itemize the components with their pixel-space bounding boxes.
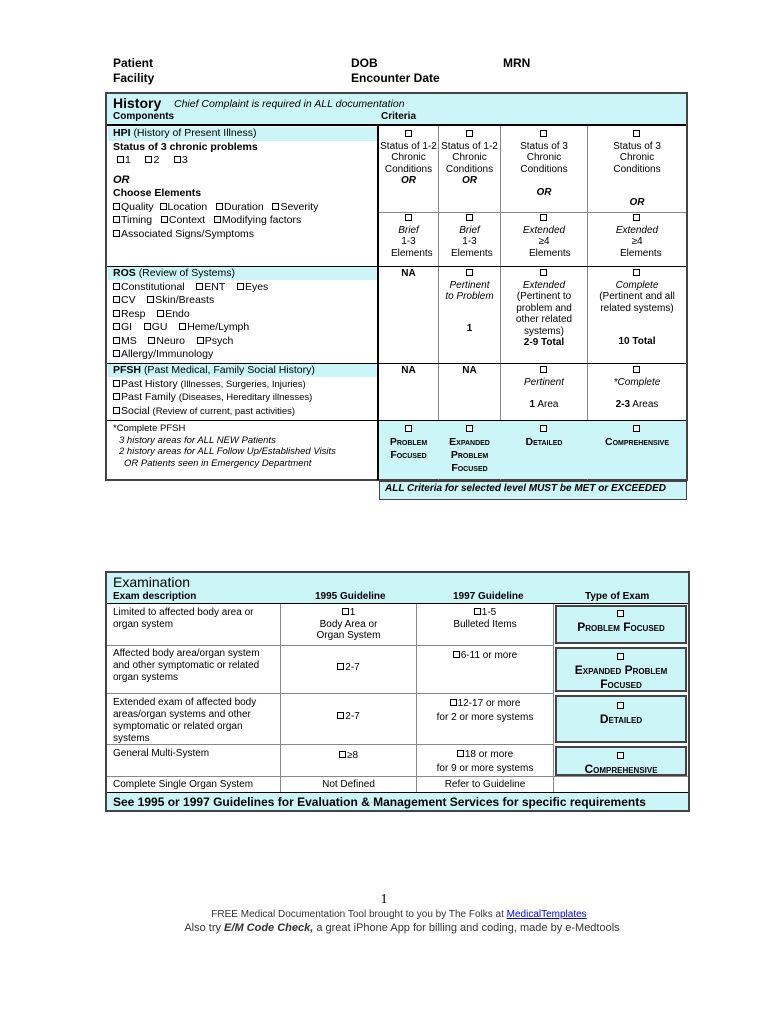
exam-row2-1995: 2-7: [281, 662, 416, 674]
exam-row4-desc: General Multi-System: [113, 748, 210, 759]
exam-row5-1997: Refer to Guideline: [444, 779, 526, 790]
exam-row1-1995: 1 Body Area or Organ System: [316, 607, 381, 641]
checkbox-icon[interactable]: [540, 214, 547, 221]
hpi-components: HPI (History of Present Illness) Status of 3 chronic problems 1 2 3 OR Choose Elements Quality Location Duration Severity Timing Context Modifying factors Associated Signs/Symptoms: [113, 127, 319, 240]
checkbox-icon[interactable]: [113, 350, 120, 357]
components-heading: Components: [113, 111, 175, 122]
checkbox-icon[interactable]: [113, 337, 120, 344]
checkbox-icon[interactable]: [617, 653, 624, 660]
exam-row5-1995: Not Defined: [322, 779, 375, 790]
page-number: 1: [380, 892, 388, 907]
checkbox-icon[interactable]: [337, 663, 344, 670]
exam-type-expanded-problem-focused[interactable]: Expanded Problem Focused: [557, 649, 685, 691]
ros-col1: NA: [401, 268, 416, 279]
checkbox-icon[interactable]: [617, 610, 624, 617]
history-level-detailed[interactable]: Detailed: [501, 423, 587, 479]
checkbox-icon[interactable]: [237, 283, 244, 290]
checkbox-icon[interactable]: [144, 323, 151, 330]
exam-type-comprehensive[interactable]: Comprehensive: [557, 748, 685, 776]
checkbox-icon[interactable]: [113, 283, 120, 290]
checkbox-icon[interactable]: [540, 366, 547, 373]
checkbox-icon[interactable]: [633, 269, 640, 276]
checkbox-icon[interactable]: [145, 156, 152, 163]
dob-label: DOB: [351, 56, 378, 70]
exam-row1-1997: 1-5 Bulleted Items: [453, 607, 517, 630]
exam-row4-1997: 18 or more for 9 or more systems: [436, 749, 534, 774]
exam-row2-desc: Affected body area/organ system and other symptomatic or related organ systems: [113, 648, 260, 683]
checkbox-icon[interactable]: [633, 214, 640, 221]
checkbox-icon[interactable]: [617, 752, 624, 759]
checkbox-icon[interactable]: [196, 283, 203, 290]
ros-components: ROS (Review of Systems) Constitutional ENT Eyes CV Skin/Breasts Resp Endo GI GU Heme/Lymph MS Neuro Psych Allergy/Immunology: [113, 267, 269, 360]
checkbox-icon[interactable]: [113, 216, 120, 223]
pfsh-note: *Complete PFSH 3 history areas for ALL NEW Patients 2 history areas for ALL Follow Up/Established Visits OR Patients seen in Emergency Department: [113, 423, 336, 469]
history-level-comprehensive[interactable]: Comprehensive: [588, 423, 686, 479]
hpi-col2-top: Status of 1-2 Chronic Conditions OR: [439, 129, 500, 212]
checkbox-icon[interactable]: [117, 156, 124, 163]
exam-row4-1995: ≥8: [281, 750, 416, 762]
hpi-col4-top: Status of 3 Chronic Conditions OR: [588, 129, 686, 212]
checkbox-icon[interactable]: [466, 130, 473, 137]
checkbox-icon[interactable]: [272, 203, 279, 210]
pfsh-components: PFSH (Past Medical, Family Social History) Past History (Illnesses, Surgeries, Injuries) Past Family (Diseases, Hereditary illnesses) Social (Review of current, past activities): [113, 364, 315, 417]
exam-type-heading: Type of Exam: [585, 591, 650, 602]
checkbox-icon[interactable]: [339, 751, 346, 758]
checkbox-icon[interactable]: [161, 216, 168, 223]
pfsh-col3: Pertinent 1 Area: [501, 365, 587, 419]
exam-row1-desc: Limited to affected body area or organ system: [113, 607, 254, 630]
checkbox-icon[interactable]: [113, 296, 120, 303]
checkbox-icon[interactable]: [197, 337, 204, 344]
exam-row3-desc: Extended exam of affected body areas/organ systems and other symptomatic or related organ systems: [113, 697, 257, 744]
ros-col4: Complete (Pertinent and all related systems) 10 Total: [588, 268, 686, 362]
hpi-col4-bottom: Extended ≥4 Elements: [588, 213, 686, 266]
exam-type-detailed[interactable]: Detailed: [557, 698, 685, 726]
criteria-heading: Criteria: [381, 111, 417, 122]
checkbox-icon[interactable]: [405, 214, 412, 221]
checkbox-icon[interactable]: [466, 425, 473, 432]
checkbox-icon[interactable]: [214, 216, 221, 223]
checkbox-icon[interactable]: [405, 425, 412, 432]
patient-label: Patient: [113, 56, 154, 70]
checkbox-icon[interactable]: [450, 699, 457, 706]
checkbox-icon[interactable]: [633, 366, 640, 373]
exam-row3-1995: 2-7: [281, 711, 416, 723]
history-level-problem-focused[interactable]: Problem Focused: [379, 423, 438, 479]
checkbox-icon[interactable]: [474, 608, 481, 615]
footer-line-1: FREE Medical Documentation Tool brought to you by The Folks at MedicalTemplates: [211, 909, 587, 920]
checkbox-icon[interactable]: [216, 203, 223, 210]
ros-col3: Extended (Pertinent to problem and other related systems) 2-9 Total: [501, 268, 587, 362]
checkbox-icon[interactable]: [113, 310, 120, 317]
checkbox-icon[interactable]: [617, 702, 624, 709]
exam-1995-heading: 1995 Guideline: [315, 591, 386, 602]
hpi-col2-bottom: Brief 1-3 Elements: [439, 213, 500, 266]
exam-row2-1997: 6-11 or more: [417, 650, 553, 662]
hpi-col3-bottom: Extended ≥4 Elements: [501, 213, 587, 266]
pfsh-col2: NA: [462, 365, 477, 376]
history-criteria-note: ALL Criteria for selected level MUST be MET or EXCEEDED: [385, 483, 666, 494]
checkbox-icon[interactable]: [157, 310, 164, 317]
checkbox-icon[interactable]: [113, 393, 120, 400]
history-level-expanded-problem-focused[interactable]: Expanded Problem Focused: [439, 423, 500, 479]
checkbox-icon[interactable]: [540, 269, 547, 276]
checkbox-icon[interactable]: [466, 214, 473, 221]
pfsh-col4: *Complete 2-3 Areas: [588, 365, 686, 419]
checkbox-icon[interactable]: [113, 380, 120, 387]
ros-col2: Pertinent to Problem 1: [439, 268, 500, 362]
checkbox-icon[interactable]: [453, 651, 460, 658]
facility-label: Facility: [113, 71, 155, 85]
checkbox-icon[interactable]: [113, 203, 120, 210]
checkbox-icon[interactable]: [160, 203, 167, 210]
exam-1997-heading: 1997 Guideline: [453, 591, 524, 602]
exam-row3-1997: 12-17 or more for 2 or more systems: [436, 698, 534, 723]
hpi-col1-top: Status of 1-2 Chronic Conditions OR: [379, 129, 438, 212]
exam-title: Examination: [113, 574, 191, 590]
pfsh-col1: NA: [401, 365, 416, 376]
footer-line-2: Also try E/M Code Check, a great iPhone App for billing and coding, made by e-Medtools: [184, 922, 620, 934]
checkbox-icon[interactable]: [148, 337, 155, 344]
checkbox-icon[interactable]: [174, 156, 181, 163]
checkbox-icon[interactable]: [342, 608, 349, 615]
checkbox-icon[interactable]: [540, 130, 547, 137]
hpi-col3-top: Status of 3 Chronic Conditions OR: [501, 129, 587, 212]
encounter-date-label: Encounter Date: [351, 71, 440, 85]
checkbox-icon[interactable]: [466, 269, 473, 276]
checkbox-icon[interactable]: [113, 323, 120, 330]
history-title: History: [113, 95, 162, 111]
medicaltemplates-link[interactable]: MedicalTemplates: [506, 909, 587, 920]
hpi-col1-bottom: Brief 1-3 Elements: [379, 213, 438, 266]
checkbox-icon[interactable]: [633, 130, 640, 137]
exam-desc-heading: Exam description: [113, 591, 197, 602]
exam-guidelines-note: See 1995 or 1997 Guidelines for Evaluation & Management Services for specific requirements: [113, 795, 646, 809]
exam-row5-desc: Complete Single Organ System: [113, 779, 254, 790]
checkbox-icon[interactable]: [147, 296, 154, 303]
checkbox-icon[interactable]: [337, 712, 344, 719]
checkbox-icon[interactable]: [179, 323, 186, 330]
checkbox-icon[interactable]: [633, 425, 640, 432]
checkbox-icon[interactable]: [457, 750, 464, 757]
checkbox-icon[interactable]: [113, 407, 120, 414]
checkbox-icon[interactable]: [540, 425, 547, 432]
mrn-label: MRN: [503, 56, 531, 70]
checkbox-icon[interactable]: [113, 230, 120, 237]
exam-type-problem-focused[interactable]: Problem Focused: [557, 606, 685, 634]
history-subtitle: Chief Complaint is required in ALL documentation: [174, 98, 405, 110]
checkbox-icon[interactable]: [405, 130, 412, 137]
